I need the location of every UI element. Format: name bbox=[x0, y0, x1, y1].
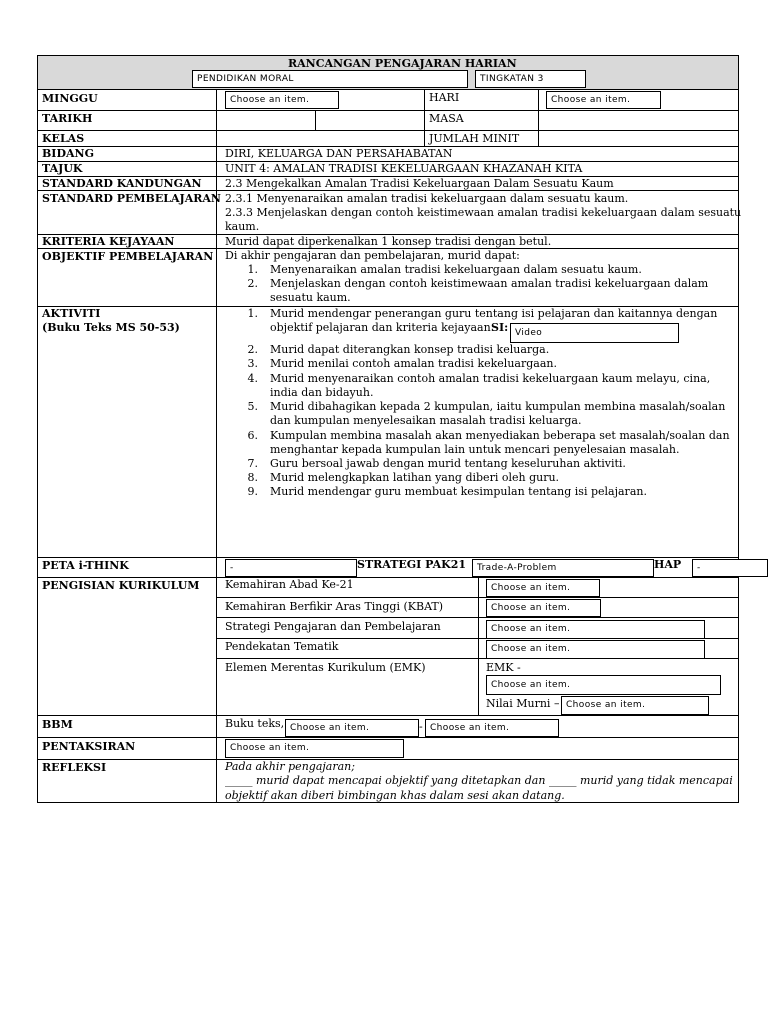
aktiviti-item: Murid mendengar penerangan guru tentang isi pelajaran dan kaitannya dengan bbox=[270, 307, 718, 320]
label-masa: MASA bbox=[429, 112, 464, 125]
aktiviti-number: 8. bbox=[247, 471, 258, 484]
objektif-intro: Di akhir pengajaran dan pembelajaran, murid dapat: bbox=[225, 249, 520, 262]
label-bbm: BBM bbox=[42, 718, 73, 731]
aktiviti-number: 4. bbox=[247, 372, 258, 385]
hari-select[interactable]: Choose an item. bbox=[546, 91, 661, 109]
objektif-item: Menyenaraikan amalan tradisi kekeluargaan dalam sesuatu kaum. bbox=[270, 263, 642, 276]
pendekatan-tematik-select[interactable]: Choose an item. bbox=[486, 640, 705, 659]
nilai-murni-select[interactable]: Choose an item. bbox=[561, 696, 709, 715]
kurikulum-label: Kemahiran Abad Ke-21 bbox=[225, 578, 354, 591]
refleksi-line: _____ murid dapat mencapai objektif yang ditetapkan dan _____ murid yang tidak mencapai bbox=[225, 774, 733, 787]
aktiviti-item: Murid menilai contoh amalan tradisi kekeluargaan. bbox=[270, 357, 557, 370]
page-title: RANCANGAN PENGAJARAN HARIAN bbox=[288, 57, 517, 70]
label-standard-kandungan: STANDARD KANDUNGAN bbox=[42, 177, 202, 190]
peta-ithink-select[interactable]: - bbox=[225, 559, 357, 577]
kemahiran-abad-select[interactable]: Choose an item. bbox=[486, 579, 600, 597]
minggu-select[interactable]: Choose an item. bbox=[225, 91, 339, 109]
bbm-select-1[interactable]: Choose an item. bbox=[285, 719, 419, 737]
label-peta-ithink: PETA i-THINK bbox=[42, 559, 129, 572]
aktiviti-item: Murid dibahagikan kepada 2 kumpulan, iaitu kumpulan membina masalah/soalan bbox=[270, 400, 726, 413]
objektif-number: 2. bbox=[247, 277, 258, 290]
kurikulum-label: Elemen Merentas Kurikulum (EMK) bbox=[225, 661, 426, 674]
aktiviti-number: 2. bbox=[247, 343, 258, 356]
subject-field[interactable]: PENDIDIKAN MORAL bbox=[192, 70, 468, 88]
label-bidang: BIDANG bbox=[42, 147, 94, 160]
aktiviti-item: Murid melengkapkan latihan yang diberi oleh guru. bbox=[270, 471, 560, 484]
form-field[interactable]: TINGKATAN 3 bbox=[475, 70, 586, 88]
bidang-value: DIRI, KELUARGA DAN PERSAHABATAN bbox=[225, 147, 453, 160]
aktiviti-item: Murid menyenaraikan contoh amalan tradisi kekeluargaan kaum melayu, cina, bbox=[270, 372, 711, 385]
aktiviti-number: 9. bbox=[247, 485, 258, 498]
label-pengisian-kurikulum: PENGISIAN KURIKULUM bbox=[42, 579, 200, 592]
standard-pembelajaran-line: 2.3.1 Menyenaraikan amalan tradisi kekeluargaan dalam sesuatu kaum. bbox=[225, 192, 629, 205]
aktiviti-number: 7. bbox=[247, 457, 258, 470]
label-aktiviti: AKTIVITI bbox=[42, 307, 101, 320]
refleksi-line: Pada akhir pengajaran; bbox=[225, 760, 355, 773]
aktiviti-item: india dan bidayuh. bbox=[270, 386, 374, 399]
aktiviti-item: Guru bersoal jawab dengan murid tentang keseluruhan aktiviti. bbox=[270, 457, 626, 470]
label-aktiviti-sub: (Buku Teks MS 50-53) bbox=[42, 321, 180, 334]
label-strategi-pak21: STRATEGI PAK21 bbox=[357, 558, 467, 571]
standard-kandungan-value: 2.3 Mengekalkan Amalan Tradisi Kekeluargaan Dalam Sesuatu Kaum bbox=[225, 177, 614, 190]
bbm-separator: - bbox=[419, 720, 423, 733]
aktiviti-number: 6. bbox=[247, 429, 258, 442]
bbm-prefix: Buku teks, bbox=[225, 717, 285, 730]
label-hari: HARI bbox=[429, 91, 460, 104]
aktiviti-number: 1. bbox=[247, 307, 258, 320]
aktiviti-item: Murid dapat diterangkan konsep tradisi keluarga. bbox=[270, 343, 550, 356]
tajuk-value: UNIT 4: AMALAN TRADISI KEKELUARGAAN KHAZANAH KITA bbox=[225, 162, 583, 175]
objektif-number: 1. bbox=[247, 263, 258, 276]
aktiviti-item: dan kumpulan menyelesaikan masalah tradisi keluarga. bbox=[270, 414, 582, 427]
aktiviti-item: Kumpulan membina masalah akan menyediakan beberapa set masalah/soalan dan bbox=[270, 429, 730, 442]
kurikulum-label: Strategi Pengajaran dan Pembelajaran bbox=[225, 620, 441, 633]
label-pentaksiran: PENTAKSIRAN bbox=[42, 740, 136, 753]
si-select[interactable]: Video bbox=[510, 323, 679, 343]
label-jumlah-minit: JUMLAH MINIT bbox=[429, 132, 520, 145]
label-tajuk: TAJUK bbox=[42, 162, 83, 175]
refleksi-line: objektif akan diberi bimbingan khas dalam sesi akan datang. bbox=[225, 789, 565, 802]
hap-select[interactable]: - bbox=[692, 559, 768, 577]
standard-pembelajaran-line: 2.3.3 Menjelaskan dengan contoh keistimewaan amalan tradisi kekeluargaan dalam sesuatu bbox=[225, 206, 742, 219]
kriteria-kejayaan-value: Murid dapat diperkenalkan 1 konsep tradisi dengan betul. bbox=[225, 235, 552, 248]
aktiviti-item: menghantar kepada kumpulan lain untuk mencari penyelesaian masalah. bbox=[270, 443, 680, 456]
aktiviti-number: 5. bbox=[247, 400, 258, 413]
pentaksiran-select[interactable]: Choose an item. bbox=[225, 739, 404, 758]
label-kelas: KELAS bbox=[42, 132, 85, 145]
kurikulum-label: Pendekatan Tematik bbox=[225, 640, 339, 653]
strategi-pdp-select[interactable]: Choose an item. bbox=[486, 620, 705, 639]
aktiviti-item: Murid mendengar guru membuat kesimpulan tentang isi pelajaran. bbox=[270, 485, 647, 498]
label-kriteria-kejayaan: KRITERIA KEJAYAAN bbox=[42, 235, 175, 248]
objektif-item: Menjelaskan dengan contoh keistimewaan amalan tradisi kekeluargaan dalam bbox=[270, 277, 709, 290]
aktiviti-number: 3. bbox=[247, 357, 258, 370]
objektif-item: sesuatu kaum. bbox=[270, 291, 351, 304]
label-hap: HAP bbox=[654, 558, 682, 571]
kbat-select[interactable]: Choose an item. bbox=[486, 599, 601, 617]
bbm-select-2[interactable]: Choose an item. bbox=[425, 719, 559, 737]
kurikulum-label: Kemahiran Berfikir Aras Tinggi (KBAT) bbox=[225, 600, 444, 613]
aktiviti-item: objektif pelajaran dan kriteria kejayaan. bbox=[270, 321, 495, 334]
standard-pembelajaran-line: kaum. bbox=[225, 220, 260, 233]
label-objektif-pembelajaran: OBJEKTIF PEMBELAJARAN bbox=[42, 250, 214, 263]
label-standard-pembelajaran: STANDARD PEMBELAJARAN bbox=[42, 192, 221, 205]
label-minggu: MINGGU bbox=[42, 92, 98, 105]
nilai-murni-label: Nilai Murni – bbox=[486, 697, 560, 710]
strategi-pak21-select[interactable]: Trade-A-Problem bbox=[472, 559, 654, 577]
si-label: SI: bbox=[491, 321, 509, 334]
label-refleksi: REFLEKSI bbox=[42, 761, 107, 774]
label-tarikh: TARIKH bbox=[42, 112, 93, 125]
emk-select[interactable]: Choose an item. bbox=[486, 675, 721, 695]
emk-label: EMK - bbox=[486, 661, 521, 674]
